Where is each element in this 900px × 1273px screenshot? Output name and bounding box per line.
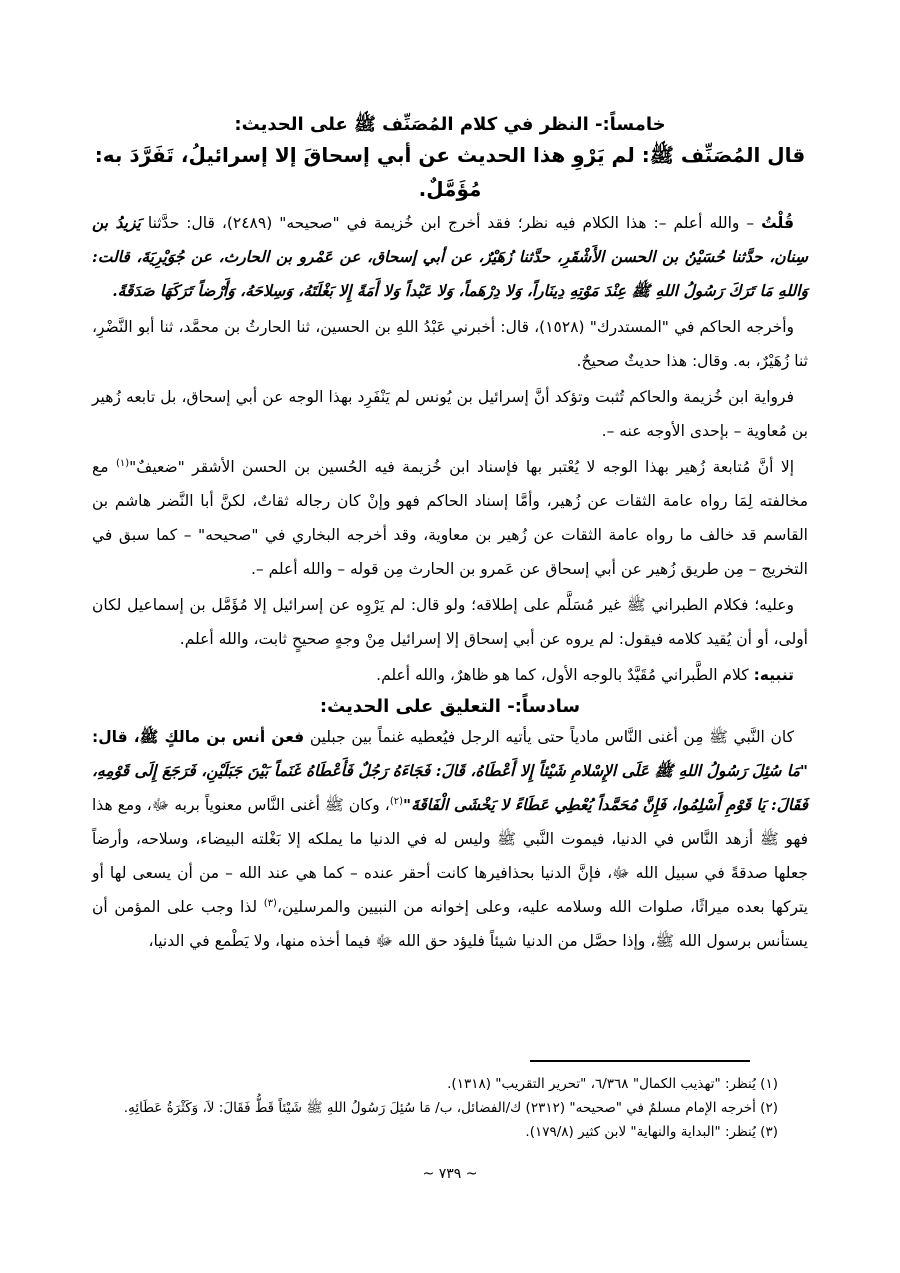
footnote-ref-2[interactable]: (٢): [389, 795, 403, 807]
paragraph-4-text-a: إلا أنَّ مُتابعة زُهير بهذا الوجه لا يُعْتبر بها فإسناد ابن خُزيمة فيه الحُسين بن الحسن الأشقر "ضعيفٌ": [129, 458, 794, 476]
author-quote-label: قال المُصَنِّف ﷺ:: [641, 143, 806, 167]
footnote-ref-1[interactable]: (١): [115, 457, 130, 469]
hadith-quote-2: مَا سُئِلَ رَسُولُ اللهِ ﷺ عَلَى الإِسْلامِ شَيْئاً إِلا أَعْطَاهُ، قَالَ: فَجَاءَهُ رَجُلٌ فَأَعْطَاهُ غَنَماً بَيْنَ جَبَلَيْنِ، فَرَجَعَ إِلَى قَوْمِهِ، فَقَالَ: يَا قَوْمِ أَسْلِمُوا، فَإِنَّ مُحَمَّداً يُعْطِي عَطَاءً لا يَخْشَى الْفَاقَةَ: [92, 761, 808, 814]
footnote-ref-3[interactable]: (٣): [263, 897, 277, 909]
footnotes: [92, 1072, 792, 1144]
paragraph-2: وأخرجه الحاكم في "المستدرك" (١٥٢٨)، قال: أخبرني عَبْدُ اللهِ بن الحسين، ثنا الحارثُ بن محمَّد، ثنا أبو النَّضْرِ، ثنا زُهَيْرٌ، به. وقال: هذا حديثٌ صحيحٌ.: [92, 318, 808, 370]
paragraph-7: [92, 720, 808, 958]
tanbih-label: تنبيه:: [753, 666, 794, 684]
paragraph-6-text: كلام الطَّبراني مُقَيَّدٌ بالوجه الأول، كما هو ظاهرٌ، والله أعلم.: [376, 666, 749, 684]
footnote-3: (٣) يُنظر: "البداية والنهاية" لابن كثير (١٧٩/٨).: [525, 1124, 778, 1140]
paragraph-6: [92, 658, 808, 692]
footnote-1: (١) يُنظر: "تهذيب الكمال" ٦/٣٦٨، "تحرير التقريب" (١٣١٨).: [447, 1076, 778, 1092]
quote-close: ": [403, 796, 412, 814]
paragraph-7-intro: كان النَّبي ﷺ مِن أغنى النَّاس مادياً حتى يأتيه الرجل فيُعطيه غنماً بين جبلين: [309, 728, 794, 746]
paragraph-7-rest-b: لذا وجب على المؤمن أن يستأنس برسول الله ﷺ، وإذا حصَّل من الدنيا شيئاً فليؤد حق الله ﷻ فيما أخذه منها، ولا يَطْمع في الدنيا،: [92, 898, 808, 950]
paragraph-1-text: – والله أعلم –: هذا الكلام فيه نظر؛ فقد أخرج ابن خُزيمة في "صحيحه" (٢٤٨٩)، قال: حدَّثنا: [147, 214, 755, 232]
paragraph-4-text-b: مع مخالفته لِمَا رواه عامة الثقات عن زُهير، وأمَّا إسناد الحاكم فهو وإنْ كان رجاله ثقاتٌ، لكنَّ أبا النَّضر هاشم بن القاسم قد خالف ما رواه عامة الثقات عن زُهير بن معاوية، وقد أخرجه البخاري في "صحيحه" – كما سبق في التخريج – مِن طريق زُهير عن أبي إسحاق عن عَمرو بن الحارث مِن قوله – والله أعلم –.: [92, 458, 808, 578]
page-body: [92, 112, 808, 960]
paragraph-7-source: فعن أنس بن مالكٍ ﷺ، قال: ": [92, 728, 808, 780]
hadith-quote-1: يَزيدُ بن سِنان، حدَّثنا حُسَيْنُ بن الحسن الأَشْقَرِ، حدَّثنا زُهَيْرٌ، عن أبي إسحاق، عن عَمْرو بن الحارث، عن جُوَيْرِيَةَ، قالت: وَاللهِ مَا تَرَكَ رَسُولُ اللهِ ﷺ عِنْدَ مَوْتِهِ دِينَاراً، وَلا دِرْهَماً، وَلا عَبْداً وَلا أَمَةً إِلا بَغْلَتَهُ، وَسِلاحَهُ، وَأَرْضاً تَرَكَهَا صَدَقَةً.: [92, 213, 808, 300]
paragraph-1: [92, 206, 808, 308]
paragraph-4: [92, 450, 808, 586]
section-six-title: سادساً:- التعليق على الحديث:: [319, 696, 581, 717]
author-quote-text: لم يَرْوِ هذا الحديث عن أبي إسحاقَ إلا إسرائيلُ، تَفَرَّدَ به: مُؤَمَّلٌ.: [94, 143, 635, 201]
paragraph-7-rest-a: ، وكان ﷺ أغنى النَّاس معنوياً بربه ﷻ، ومع هذا فهو ﷺ أزهد النَّاس في الدنيا، فيموت النَّبي ﷺ وليس له في الدنيا ما يملكه إلا بَغْلته البيضاء، وسلاحه، وأرضاً جعلها صدقةً في سبيل الله ﷻ، فإنَّ الدنيا بحذافيرها كانت أحقر عنده – كما هي عند الله – من أن يسعى لها أو يتركها بعده ميراثًا، صلوات الله وسلامه عليه، وعلى إخوانه من النبيين والمرسلين،: [92, 796, 808, 916]
page-number: ~ ٧٣٩ ~: [422, 1166, 478, 1182]
paragraph-3: فرواية ابن خُزيمة والحاكم تُثبت وتؤكد أنَّ إسرائيل بن يُونس لم يَنْفَرِد بهذا الوجه عن أبي إسحاق، بل تابعه زُهير بن مُعاوية – بإحدى الأوجه عنه –.: [92, 388, 808, 440]
author-quote-heading: [92, 138, 808, 206]
paragraph-5: وعليه؛ فكلام الطبراني ﷺ غير مُسَلَّم على إطلاقه؛ ولو قال: لم يَرْوِه عن إسرائيل إلا مُؤَمَّل بن إسماعيل لكان أولى، أو أن يُقيد كلامه فيقول: لم يروه عن أبي إسحاق إلا إسرائيل مِنْ وجهٍ صحيحٍ ثابت، والله أعلم.: [92, 596, 808, 648]
section-five-title: خامساً:- النظر في كلام المُصَنِّف ﷺ على الحديث:: [234, 114, 666, 135]
footnote-2: (٢) أخرجه الإمام مسلمٌ في "صحيحه" (٢٣١٢) ك/الفضائل، ب/ مَا سُئِلَ رَسُولُ اللهِ ﷺ شَيْئاً قَطُّ فَقَالَ: لاَ، وَكَثْرَةُ عَطَائِهِ.: [123, 1100, 778, 1116]
footnote-divider: [530, 1060, 750, 1062]
qultu-label: قُلْتُ: [761, 214, 794, 232]
